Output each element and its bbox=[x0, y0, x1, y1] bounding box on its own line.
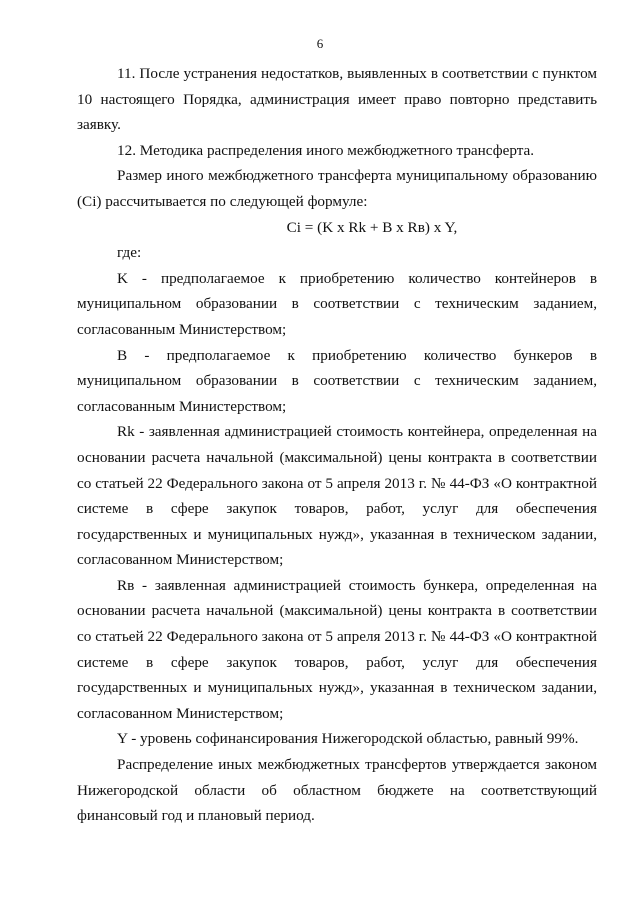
definition-y: Y - уровень софинансирования Нижегородской областью, равный 99%. bbox=[117, 730, 579, 748]
formula: Ci = (K x Rk + B x Rв) x Y, bbox=[286, 218, 458, 236]
page-number: 6 bbox=[316, 36, 324, 51]
paragraph-11: 11. После устранения недостатков, выявленных в соответствии с пунктом 10 настоящего Порядка, администрация имеет право повторно представить заявку. bbox=[77, 65, 597, 134]
definition-k: K - предполагаемое к приобретению количество контейнеров в муниципальном образовании в соответствии с техническим заданием, согласованным Министерством; bbox=[77, 269, 597, 338]
paragraph-size-intro: Размер иного межбюджетного трансферта муниципальному образованию (Ci) рассчитывается по следующей формуле: bbox=[77, 167, 597, 210]
paragraph-where: где: bbox=[117, 244, 142, 262]
paragraph-distribution: Распределение иных межбюджетных трансфертов утверждается законом Нижегородской области об областном бюджете на соответствующий финансовый год и плановый период. bbox=[77, 756, 597, 825]
document-body bbox=[77, 61, 597, 829]
paragraph-12: 12. Методика распределения иного межбюджетного трансферта. bbox=[117, 141, 535, 159]
definition-rk: Rk - заявленная администрацией стоимость контейнера, определенная на основании расчета начальной (максимальной) цены контракта в соответствии со статьей 22 Федерального закона от 5 апреля 2013 г. № 44-ФЗ «О контрактной системе в сфере закупок товаров, работ, услуг для обеспечения государственных и муниципальных нужд», указанная в техническом задании, согласованном Министерством; bbox=[77, 423, 597, 569]
definition-b: B - предполагаемое к приобретению количество бункеров в муниципальном образовании в соответствии с техническим заданием, согласованным Министерством; bbox=[77, 346, 597, 415]
definition-rv: Rв - заявленная администрацией стоимость бункера, определенная на основании расчета начальной (максимальной) цены контракта в соответствии со статьей 22 Федерального закона от 5 апреля 2013 г. № 44-ФЗ «О контрактной системе в сфере закупок товаров, работ, услуг для обеспечения государственных и муниципальных нужд», указанная в техническом задании, согласованном Министерством; bbox=[77, 576, 597, 722]
